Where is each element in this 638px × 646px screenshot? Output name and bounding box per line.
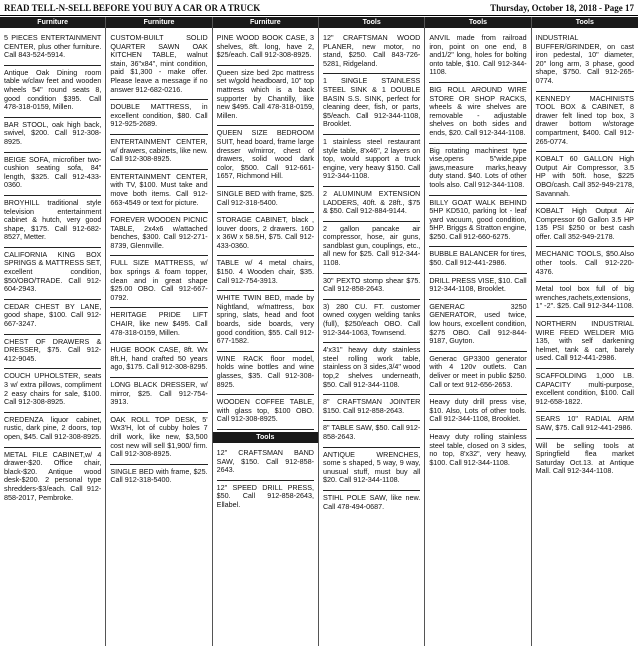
classified-ad: QUEEN SIZE BEDROOM SUIT, head board, frame large dresser w/mirror, chest of drawers, solid wood dark color, $500. Call 912-661-1657, Richmond Hill. <box>217 126 314 187</box>
classified-ad: CUSTOM-BUILT SOLID QUARTER SAWN OAK KITCHEN TABLE, walnut stain, 36"x84", mint condition, paid $1,300 - make offer. Please leave a message if no answer 912-682-0216. <box>110 31 207 100</box>
header-date-page: Thursday, October 18, 2018 - Page 17 <box>490 2 634 13</box>
category-heading: Furniture <box>213 17 318 28</box>
classified-ad: BEIGE SOFA, microfiber two-cushion seating sofa, 84" length, $325. Call 912-433-0360. <box>4 153 101 196</box>
classified-ad: FOREVER WOODEN PICNIC TABLE, 2x4x6 w/attached benches, $300. Call 912-271-8739, Glennville. <box>110 213 207 256</box>
classified-ad: DOUBLE MATTRESS, in excellent condition, $80. Call 912-925-2689. <box>110 100 207 135</box>
classified-ad: ANVIL made from railroad iron, point on one end, 8 and1/2" long, holes for bolting onto table, $10. Call 912-344-1108. <box>429 31 526 83</box>
classified-ad: BAR STOOL, oak high back, swivel, $200. Call 912-308-8925. <box>4 118 101 153</box>
column-5 <box>425 17 531 646</box>
classified-ad: Will be selling tools at Springfield flea market Saturday Oct.13. at Antique Mall. Call 912-344-1108. <box>535 440 634 476</box>
classified-ad: 8" TABLE SAW, $50. Call 912-858-2643. <box>323 421 420 447</box>
classified-ad: ENTERTAINMENT CENTER, with TV, $100. Must take and move both items. Call 912-663-4549 or text for picture. <box>110 170 207 213</box>
column-6 <box>532 17 638 646</box>
classified-ad: CEDAR CHEST BY LANE, good shape, $100. Call 912-667-3247. <box>4 300 101 335</box>
classified-ad: TABLE w/ 4 metal chairs, $150. 4 Wooden chair, $35. Call 912-754-3913. <box>217 256 314 291</box>
classified-ad: ANTIQUE WRENCHES, some s shaped, 5 way, 9 way, unusual stuff, must buy all $20. Call 912-344-1108. <box>323 448 420 491</box>
classified-ad: FULL SIZE MATTRESS, w/ box springs & foam topper, clean and in great shape $25.00 OBO. Call 912-667-0792. <box>110 256 207 308</box>
classified-ad: SEARS 10" RADIAL ARM SAW, $75. Call 912-441-2986. <box>536 412 634 438</box>
classified-ad: STORAGE CABINET, black , louver doors, 2 drawers. 16D x 36W x 58.5H, $75. Call 912-433-0360. <box>217 213 314 256</box>
classified-ad: HERITAGE PRIDE LIFT CHAIR, like new $495. Call 478-318-0159, Millen. <box>110 308 207 343</box>
classified-ad: WINE RACK floor model, holds wine bottles and wine glasses, $35. Call 912-308-8925. <box>217 352 314 395</box>
classified-ad: 5 PIECES ENTERTAINMENT CENTER, plus other furniture. Call 843-524-5914. <box>4 31 101 66</box>
classified-ad: NORTHERN INDUSTRIAL WIRE FEED WELDER MIG 135, with self darkening helmet, tank & cart, barely used. Call 912-441-2986. <box>536 317 634 369</box>
category-heading: Tools <box>213 432 318 443</box>
category-heading: Furniture <box>106 17 211 28</box>
classified-ad: 1 stainless steel restaurant style table, 8'x46", 2 layers on top, would support a truck engine, very heavy $150. Call 912-344-1108. <box>323 135 420 187</box>
classified-ad: OAK ROLL TOP DESK, 5' Wx3'H, lot of cubby holes 7 drill work, like new, $3,500 cost new will sell $1,900/ firm. Call 912-308-8925. <box>110 413 207 465</box>
classified-ad: WOODEN COFFEE TABLE, with glass top, $100 OBO. Call 912-308-8925. <box>217 395 314 430</box>
classified-ad: SINGLE BED with frame, $25. Call 912-318-5400. <box>110 466 208 485</box>
classified-ad: 30" PEXTO stomp shear $75. Call 912-858-2643. <box>323 274 420 300</box>
classified-ad: KENNEDY MACHINISTS TOOL BOX & CABINET, 8 drawer felt lined top box, 3 drawer bottom w/storage compartment, $400. Call 912-265-0774. <box>536 92 634 153</box>
category-heading: Tools <box>319 17 424 28</box>
classified-ad: METAL FILE CABINET,w/ 4 drawer-$20. Office chair, black-$20. Antique wood desk-$200. 2 personal type shredders-$3/each. Call 912-858-2017, Pembroke. <box>4 449 102 502</box>
classified-ad: 12" CRAFTSMAN WOOD PLANER, new motor, no stand, $250. Call 843-726-5281, Ridgeland. <box>323 31 420 74</box>
column-1 <box>0 17 106 646</box>
classified-ad: 3) 280 CU. FT. customer owned oxygen welding tanks (full), $250/each OBO. Call 912-344-1063, Townsend. <box>323 300 420 343</box>
classified-ad: 12" SPEED DRILL PRESS, $50. Call 912-858-2643, Ellabel. <box>216 482 314 509</box>
classified-ad: Big rotating machinest type vise,opens 5"wide,pipe jaws,measure marks,heavy duty stand. $40. Lots of other tools also. Call 912-344-1108. <box>429 144 526 196</box>
classified-ad: MECHANIC TOOLS, $50.Also other tools. Call 912-220-4376. <box>536 247 634 282</box>
classified-ad: Queen size bed 2pc mattress set w/gold headboard, 10" top mattress which is a back supporter by Chantilly, like new $495. Call 478-318-0159, Millen. <box>217 66 314 127</box>
column-2 <box>106 17 212 646</box>
category-heading: Furniture <box>0 17 105 28</box>
classified-ad: CHEST OF DRAWERS & DRESSER, $75. Call 912-412-9045. <box>4 335 101 370</box>
classified-ad: INDUSTRIAL BUFFER/GRINDER, on cast iron pedestal, 10" diameter, 20" long arm, 3 phase, good shape, $750. Call 912-265-0774. <box>536 31 634 92</box>
classified-ad: 1 SINGLE STAINLESS STEEL SINK & 1 DOUBLE BASIN S.S. SINK, perfect for cleaning deer, fish, or parts, $5/each. Call 912-344-1108, Brooklet. <box>323 74 420 135</box>
classified-ad: Metal tool box full of big wrenches,rachets,extensions,1" -2". $25. Call 912-344-1108. <box>536 282 634 317</box>
classified-ad: BROYHILL traditional style television entertainment cabinet & hutch, very good shape, $175. Call 912-682-8527, Metter. <box>4 196 101 248</box>
classified-ad: COUCH UPHOLSTER, seats 3 w/ extra pillows, compliment 2 easy chairs for sale, $100. Call 912-308-8925. <box>4 369 101 412</box>
classified-ad: GENERAC 3250 GENERATOR, used twice, low hours, excellent condition, $275 OBO. Call 912-844-9187, Guyton. <box>429 300 526 352</box>
classified-ad: WHITE TWIN BED, made by Nightland, w/mattress, box spring, slats, head and foot boards, side boards, very good condition, $55. Call 912-677-1582. <box>217 291 314 352</box>
classified-ad: LONG BLACK DRESSER, w/ mirror, $25. Call 912-754-3913. <box>110 378 207 413</box>
classified-ad: SCAFFOLDING 1,000 LB. CAPACITY multi-purpose, excellent condition, $100. Call 912-658-1822. <box>536 369 634 412</box>
page-header <box>0 0 638 16</box>
classified-ad: Generac GP3300 generator with 4 120v outlets. Can deliver or meet in public $250. Call or text 912-656-2653. <box>429 352 526 395</box>
classified-ad: KOBALT 60 GALLON High Output Air Compressor, 3.5 HP with 50ft. hose, $225 OBO/cash. Call 352-949-2178, Savannah. <box>536 152 634 204</box>
classified-ad: 2 ALUMINUM EXTENSION LADDERS, 40ft. & 28ft., $75 & $50. Call 912-884-9144. <box>323 187 420 222</box>
classifieds-columns <box>0 17 638 646</box>
category-heading: Tools <box>532 17 638 28</box>
classified-ad: Antique Oak Dining room table w/claw feet and wooden wheels 54" round seats 8, good condition $395. Call 478-318-0159, Millen. <box>4 66 101 118</box>
classified-ad: BILLY GOAT WALK BEHIND 5HP KD510, parking lot - leaf yard vacuum, good condition, 5HP. Briggs & Stratton engine, $250. Call 912-660-6275. <box>429 196 526 248</box>
classified-ad: 8" CRAFTSMAN JOINTER $150. Call 912-858-2643. <box>323 395 420 421</box>
column-3 <box>213 17 319 646</box>
classified-ad: DRILL PRESS VISE, $10. Call 912-344-1108, Brooklet. <box>429 274 526 300</box>
classified-ad: BIG ROLL AROUND WIRE STORE OR SHOP RACKS, wheels & wire shelves are removable - adjustable shelves on both sides and ends, $20. Call 912-344-1108. <box>429 83 526 144</box>
classified-ad: HUGE BOOK CASE, 8ft. Wx 8ft.H, hand crafted 50 years ago, $175. Call 912-308-8295. <box>110 343 207 378</box>
classified-ad: 12" CRAFTSMAN BAND SAW, $150. Call 912-858-2643. <box>217 446 314 481</box>
column-4 <box>319 17 425 646</box>
classified-ad: 2 gallon pancake air compressor, hose, air guns, sandblast gun, couplings, etc., all new for $25. Call 912-344-1108. <box>323 222 420 274</box>
category-heading: Tools <box>425 17 530 28</box>
classified-ad: BUBBLE BALANCER for tires, $50. Call 912-441-2986. <box>429 247 526 273</box>
classified-ad: CALIFORNIA KING BOX SPRINGS & MATTRESS SET, excellent condition, $50/OBO/TRADE. Call 912-604-2943. <box>4 248 101 300</box>
classified-ad: CREDENZA liquor cabinet, rustic, dark pine, 2 doors, top open, $45. Call 912-308-8925. <box>4 413 101 448</box>
classified-ad: KOBALT High Output Air Compressor 60 Gallon 3.5 HP 135 PSI $250 or best cash offer. Call 352-949-2178. <box>536 204 634 247</box>
classified-ad: 4'x31" heavy duty stainless steel rolling work table, stainless on 3 sides,3/4" wood top,2 shelves underneath, $50. Call 912-344-1108. <box>323 343 420 395</box>
classified-ad: SINGLE BED with frame, $25. Call 912-318-5400. <box>217 187 314 213</box>
classified-ad: STIHL POLE SAW, like new. Call 478-494-0687. <box>322 492 421 511</box>
classified-ad: Heavy duty drill press vise, $10. Also, Lots of other tools. Call 912-344-1108, Brooklet. <box>429 395 526 430</box>
classified-ad: ENTERTAINMENT CENTER, w/ drawers, cabinets, like new. Call 912-308-8925. <box>110 135 207 170</box>
classified-ad: PINE WOOD BOOK CASE, 3 shelves, 8ft. long, have 2, $25/each. Call 912-308-8925. <box>217 31 314 66</box>
header-slogan: READ TELL-N-SELL BEFORE YOU BUY A CAR OR A TRUCK <box>4 2 261 13</box>
classified-ad: Heavy duty rolling stainless steel table, closed on 3 sides, no top, 8'x32", very heavy, $100. Call 912-344-1108. <box>429 431 527 467</box>
